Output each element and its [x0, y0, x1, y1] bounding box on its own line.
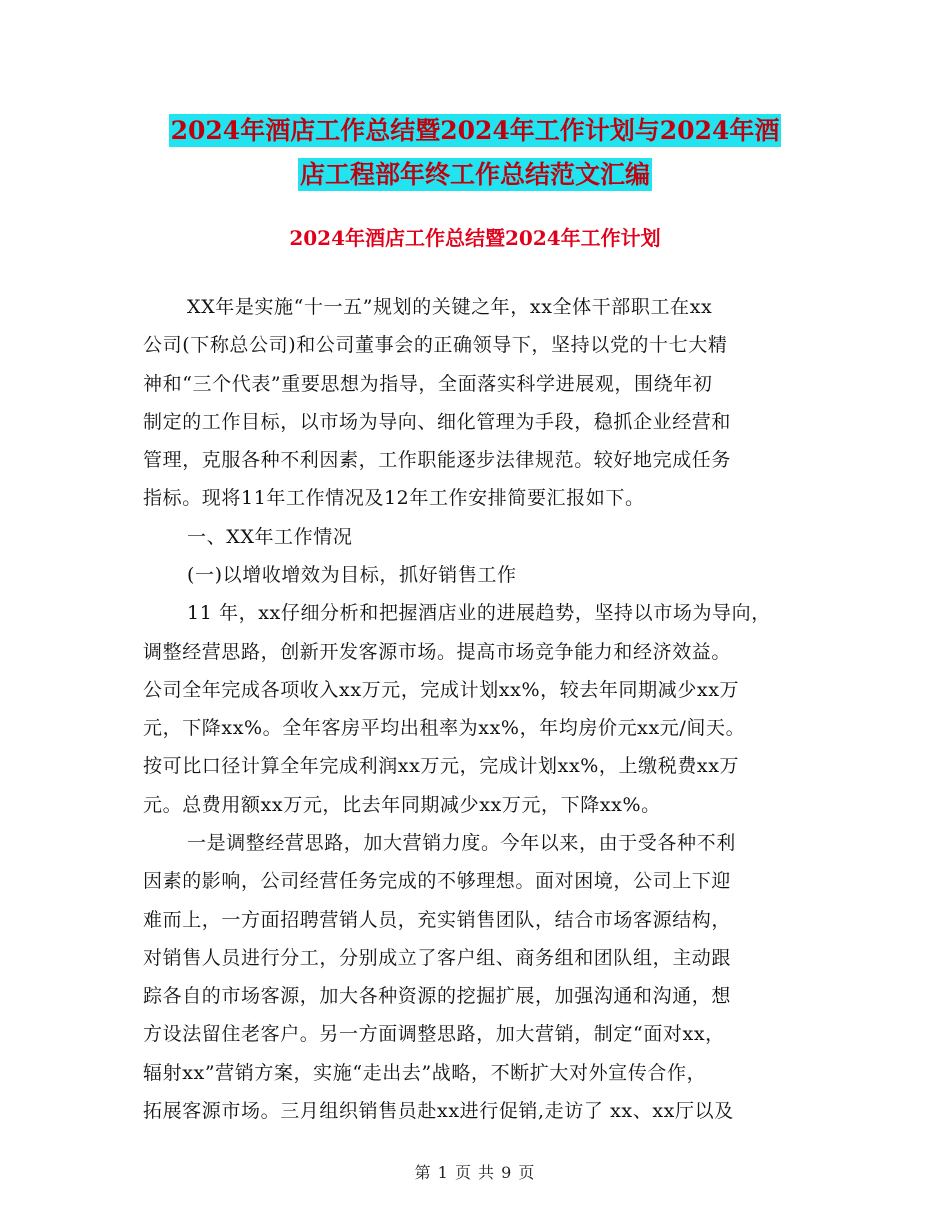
body-line: 公司全年完成各项收入xx万元，完成计划xx%，较去年同期减少xx万: [143, 679, 740, 701]
section-heading: 一、XX年工作情况: [187, 526, 353, 548]
body-line: 公司(下称总公司)和公司董事会的正确领导下，坚持以党的十七大精: [143, 334, 728, 356]
body-line: 按可比口径计算全年完成利润xx万元，完成计划xx%，上缴税费xx万: [143, 755, 740, 777]
body-line: 方设法留住老客户。另一方面调整思路，加大营销，制定“面对xx，: [143, 1023, 725, 1045]
document-title-line-1: [0, 114, 950, 147]
body-line: 调整经营思路，创新开发客源市场。提高市场竞争能力和经济效益。: [143, 641, 732, 663]
body-line: 难而上，一方面招聘营销人员，充实销售团队，结合市场客源结构，: [143, 909, 732, 931]
body-line: 辐射xx”营销方案，实施“走出去”战略，不断扩大对外宣传合作，: [143, 1062, 707, 1084]
title-highlight-1: 2024年酒店工作总结暨2024年工作计划与2024年酒: [170, 116, 780, 145]
body-line: 制定的工作目标，以市场为导向、细化管理为手段，稳抓企业经营和: [143, 411, 732, 433]
body-line: 11 年，xx仔细分析和把握酒店业的进展趋势，坚持以市场为导向，: [187, 602, 771, 624]
body-line: 元，下降xx%。全年客房平均出租率为xx%，年均房价元xx元/间天。: [143, 717, 746, 739]
body-line: 一是调整经营思路，加大营销力度。今年以来，由于受各种不利: [187, 832, 736, 854]
body-line: 指标。现将11年工作情况及12年工作安排简要汇报如下。: [143, 487, 645, 509]
body-line: XX年是实施“十一五”规划的关键之年，xx全体干部职工在xx: [187, 296, 713, 318]
body-line: 拓展客源市场。三月组织销售员赴xx进行促销,走访了 xx、xx厅以及: [143, 1100, 734, 1122]
body-line: 管理，克服各种不利因素，工作职能逐步法律规范。较好地完成任务: [143, 449, 732, 471]
section-title: 2024年酒店工作总结暨2024年工作计划: [289, 226, 661, 250]
title-highlight-2: 店工程部年终工作总结范文汇编: [299, 160, 650, 189]
body-line: 元。总费用额xx万元，比去年同期减少xx万元，下降xx%。: [143, 794, 661, 816]
subsection-heading: (一)以增收增效为目标，抓好销售工作: [187, 564, 517, 586]
body-line: 神和“三个代表”重要思想为指导，全面落实科学进展观，围绕年初: [143, 373, 713, 395]
page-footer: 第 1 页 共 9 页: [414, 1163, 536, 1182]
body-line: 踪各自的市场客源，加大各种资源的挖掘扩展，加强沟通和沟通，想: [143, 985, 732, 1007]
body-line: 对销售人员进行分工，分别成立了客户组、商务组和团队组，主动跟: [143, 947, 732, 969]
body-line: 因素的影响，公司经营任务完成的不够理想。面对困境，公司上下迎: [143, 870, 732, 892]
document-title-line-2: [0, 158, 950, 191]
